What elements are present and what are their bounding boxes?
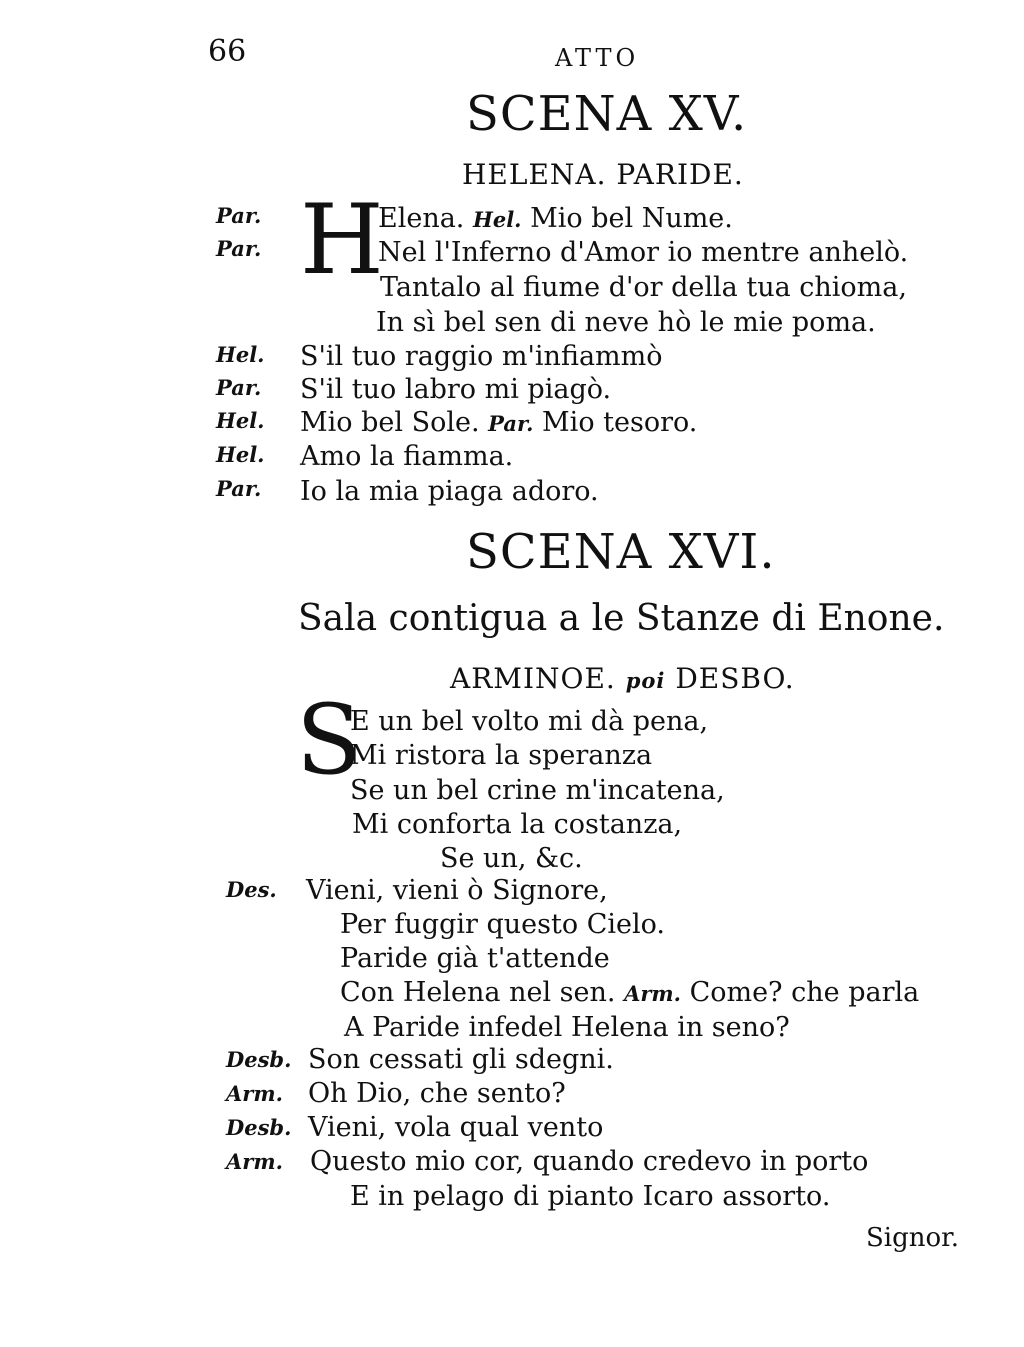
speaker-label: Desb. [226, 1115, 292, 1140]
speaker-label-inline: Hel. [473, 207, 522, 232]
character-name: DESBO. [675, 662, 795, 695]
running-head: ATTO [555, 44, 640, 72]
verse-line: Mi ristora la speranza [350, 740, 653, 771]
verse-line: Mi conforta la costanza, [352, 809, 683, 840]
speaker-label: Par. [216, 203, 262, 228]
scene-16-setting: Sala contigua a le Stanze di Enone. [298, 598, 945, 639]
speaker-label: Par. [216, 476, 262, 501]
speaker-label: Desb. [226, 1047, 292, 1072]
verse-line [378, 203, 733, 234]
verse-line: Vieni, vieni ò Signore, [306, 875, 608, 906]
drop-cap-h: H [300, 184, 384, 296]
scene-15-title: SCENA XV. [466, 86, 748, 142]
verse-line: Se un, &c. [440, 843, 583, 874]
speaker-label: Hel. [216, 408, 265, 433]
verse-line: Nel l'Inferno d'Amor io mentre anhelò. [378, 237, 909, 268]
verse-line: In sì bel sen di neve hò le mie poma. [376, 307, 876, 338]
stage-direction: poi [625, 668, 666, 693]
verse-line: Oh Dio, che sento? [308, 1078, 566, 1109]
verse-line: Tantalo al fiume d'or della tua chioma, [380, 272, 907, 303]
verse-line: Io la mia piaga adoro. [300, 476, 599, 507]
catchword: Signor. [866, 1223, 960, 1253]
verse-line: S'il tuo labro mi piagò. [300, 374, 612, 405]
verse-text: Mio tesoro. [542, 407, 698, 438]
speaker-label: Hel. [216, 442, 265, 467]
verse-line: Amo la fiamma. [300, 441, 514, 472]
verse-line: A Paride infedel Helena in seno? [344, 1012, 790, 1043]
verse-line: E in pelago di pianto Icaro assorto. [350, 1181, 831, 1212]
speaker-label: Des. [226, 877, 277, 902]
verse-line: Paride già t'attende [340, 943, 610, 974]
verse-line: S'il tuo raggio m'infiammò [300, 341, 663, 372]
page-number: 66 [208, 34, 247, 69]
character-name: ARMINOE. [450, 662, 616, 695]
verse-line [340, 977, 919, 1008]
verse-text: Elena. [378, 203, 465, 234]
verse-text: Con Helena nel sen. [340, 977, 616, 1008]
verse-line: E un bel volto mi dà pena, [350, 706, 709, 737]
verse-text: Mio bel Sole. [300, 407, 480, 438]
verse-text: Come? che parla [689, 977, 920, 1008]
speaker-label: Par. [216, 236, 262, 261]
scene-16-title: SCENA XVI. [466, 524, 776, 580]
verse-line: Vieni, vola qual vento [308, 1112, 604, 1143]
verse-line: Son cessati gli sdegni. [308, 1044, 614, 1075]
verse-text: Mio bel Nume. [530, 203, 733, 234]
speaker-label: Arm. [226, 1149, 283, 1174]
speaker-label: Par. [216, 375, 262, 400]
speaker-label-inline: Par. [488, 411, 534, 436]
speaker-label: Hel. [216, 342, 265, 367]
verse-line: Questo mio cor, quando credevo in porto [310, 1146, 869, 1177]
scene-15-characters: HELENA. PARIDE. [462, 158, 744, 191]
speaker-label-inline: Arm. [624, 981, 681, 1006]
verse-line [300, 407, 697, 438]
verse-line: Se un bel crine m'incatena, [350, 775, 725, 806]
scene-16-characters [450, 662, 795, 695]
speaker-label: Arm. [226, 1081, 283, 1106]
drop-cap-s: S [296, 684, 362, 796]
verse-line: Per fuggir questo Cielo. [340, 909, 665, 940]
